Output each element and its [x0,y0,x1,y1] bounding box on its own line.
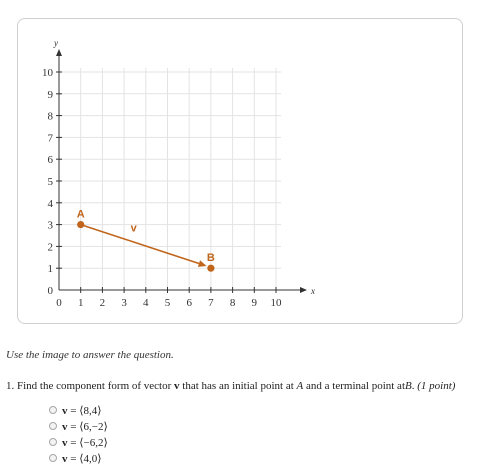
question-part3: and a terminal point at [306,380,405,392]
x-tick-label: 2 [99,297,106,309]
answer-choice-1[interactable] [49,402,108,418]
answer-choices [49,402,108,466]
x-tick-label: 3 [121,297,127,309]
y-tick-label: 9 [47,88,53,101]
answer-choice-label: v = ⟨8,4⟩ [62,404,102,417]
x-tick-label: 7 [208,297,214,309]
y-tick-label: 2 [47,241,53,254]
x-tick-label: 5 [164,297,171,309]
x-tick-label: 9 [251,297,258,309]
point-a-marker [77,221,84,228]
question-part2: that has an initial point at [182,380,294,392]
vector-v-line [81,225,199,264]
y-tick-label: 7 [47,132,53,145]
instruction-text: Use the image to answer the question. [6,349,174,361]
question-vector-name: v [174,380,180,392]
y-tick-label: 10 [42,67,53,79]
x-tick-label: 8 [229,297,236,309]
answer-choice-label: v = ⟨4,0⟩ [62,452,102,465]
y-axis-label: y [54,38,58,48]
x-tick-label: 1 [77,297,84,309]
y-tick-label: 6 [47,154,53,167]
radio-button[interactable] [49,406,57,414]
point-b-marker [207,265,214,272]
radio-button[interactable] [49,422,57,430]
x-axis-label: x [311,286,315,296]
question-points: (1 point) [417,380,456,392]
question-text: 1. Find the component form of vector v that has an initial point at A and a terminal point atB. (1 point) [6,380,456,392]
answer-choice-label: v = ⟨6,−2⟩ [62,420,108,433]
vector-v-arrowhead [198,260,207,267]
answer-choice-label: v = ⟨−6,2⟩ [62,436,108,449]
question-terminal-point: B [405,380,412,392]
radio-button[interactable] [49,438,57,446]
answer-choice-4[interactable] [49,450,108,466]
answer-choice-3[interactable] [49,434,108,450]
x-tick-label: 6 [186,297,192,309]
point-a-label: A [76,208,85,221]
question-part1: Find the component form of vector [17,380,172,392]
y-tick-label: 4 [47,197,53,210]
y-tick-label: 3 [47,219,53,232]
question-initial-point: A [296,380,304,392]
y-tick-label: 0 [47,285,53,297]
x-tick-label: 0 [56,297,62,309]
graph-card [17,18,463,324]
x-tick-label: 10 [270,297,282,309]
x-tick-label: 4 [143,297,149,309]
y-tick-label: 1 [47,263,53,276]
y-tick-label: 8 [47,110,53,123]
radio-button[interactable] [49,454,57,462]
vector-v-label: v [130,222,137,235]
point-b-label: B [206,252,215,265]
x-axis-arrow [300,287,307,293]
coordinate-grid-chart [18,19,464,325]
y-tick-label: 5 [47,176,53,188]
question-number: 1. [6,380,15,392]
answer-choice-2[interactable] [49,418,108,434]
y-axis-arrow [56,49,62,56]
